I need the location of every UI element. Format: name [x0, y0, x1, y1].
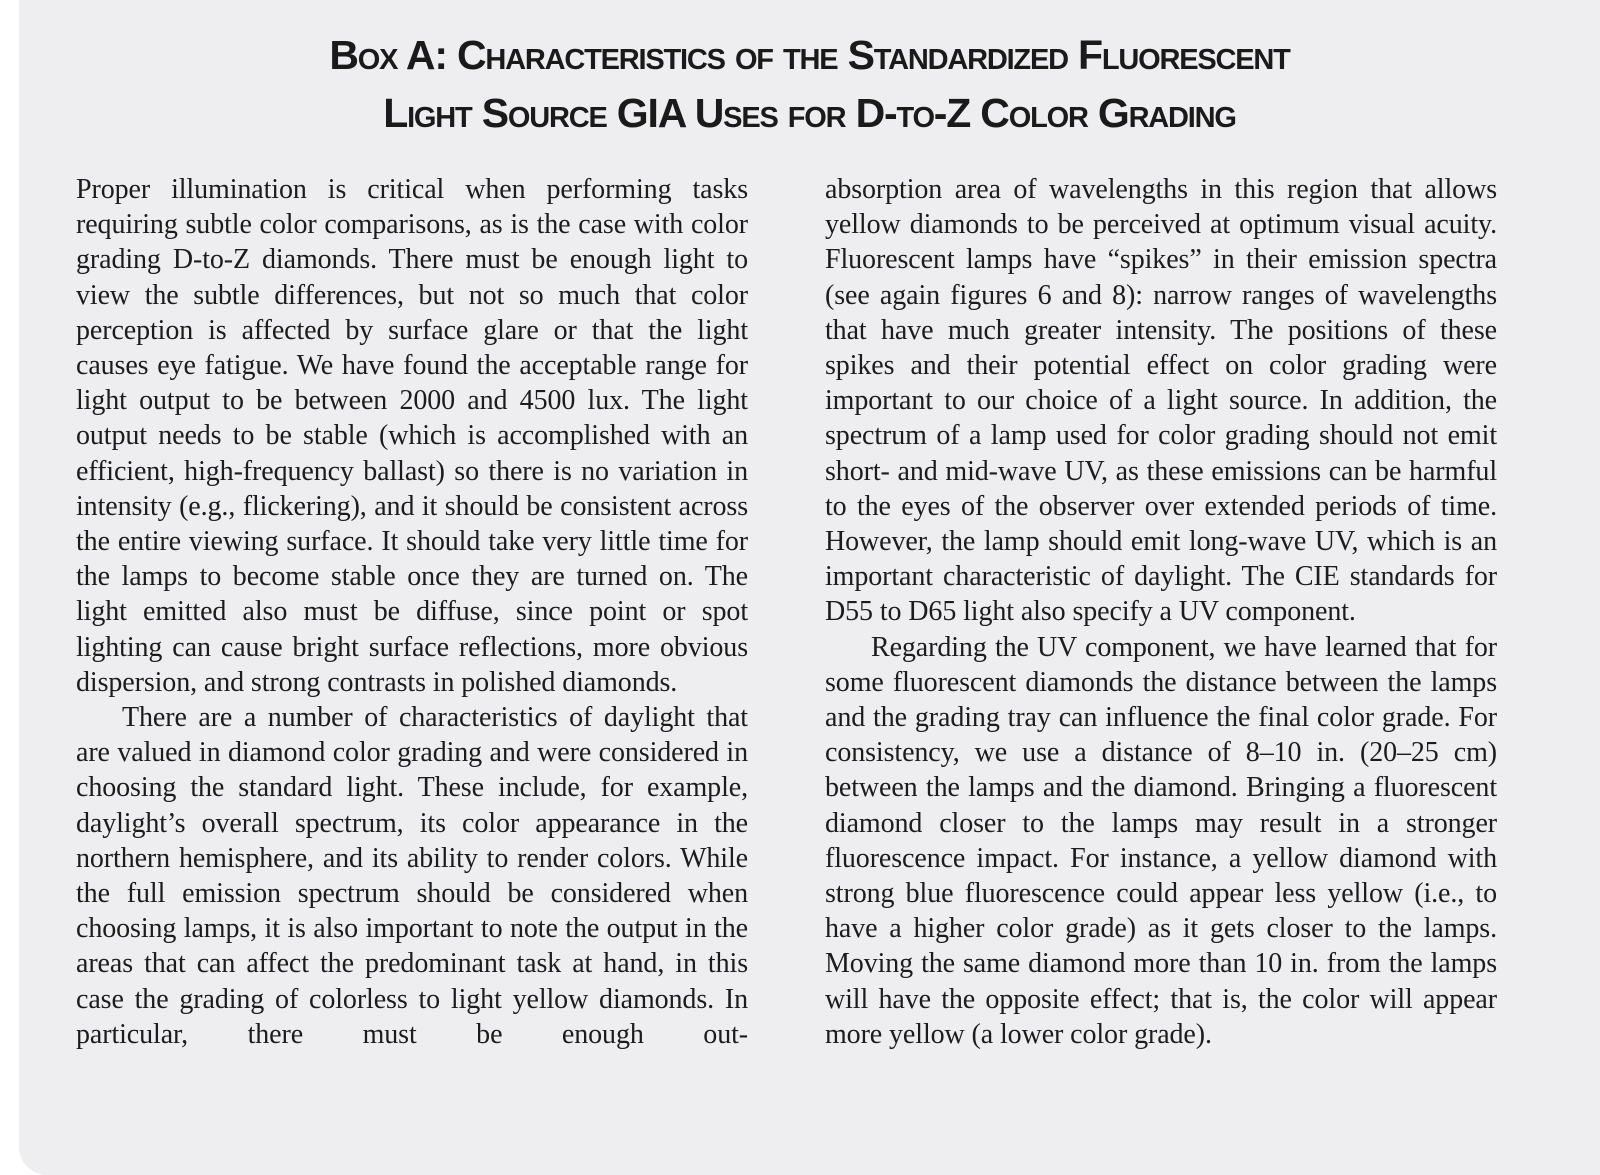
- left-paragraph-1: Proper illumination is critical when performing tasks requiring subtle color comparisons, as is the case with color grading D-to-Z diamonds. There must be enough light to view the subtle differences, but not so much that color perception is affected by surface glare or that the light causes eye fatigue. We have found the acceptable range for light output to be between 2000 and 4500 lux. The light output needs to be stable (which is accomplished with an efficient, high-frequency ballast) so there is no variation in intensity (e.g., flickering), and it should be consistent across the entire viewing surface. It should take very little time for the lamps to become stable once they are turned on. The light emitted also must be diffuse, since point or spot lighting can cause bright surface reflections, more obvious dispersion, and strong contrasts in polished diamonds.: [76, 174, 748, 698]
- right-column: [825, 172, 1497, 1052]
- box-title: [19, 26, 1600, 142]
- box-title-line-2: Light Source GIA Uses for D-to-Z Color Grading: [383, 90, 1236, 136]
- box-title-line-1: Box A: Characteristics of the Standardized Fluorescent: [329, 32, 1290, 78]
- sidebar-box: [19, 0, 1600, 1175]
- left-column: [76, 172, 748, 1052]
- left-paragraph-2: There are a number of characteristics of daylight that are valued in diamond color grading and were considered in choosing the standard light. These include, for example, daylight’s overall spectrum, its color appearance in the northern hemisphere, and its ability to render colors. While the full emission spectrum should be considered when choosing lamps, it is also important to note the output in the areas that can affect the predominant task at hand, in this case the grading of colorless to light yellow diamonds. In particular, there must be enough out-: [76, 702, 748, 1050]
- right-paragraph-1: absorption area of wavelengths in this region that allows yellow diamonds to be perceived at optimum visual acuity. Fluorescent lamps have “spikes” in their emission spectra (see again figures 6 and 8): narrow ranges of wavelengths that have much greater intensity. The positions of these spikes and their potential effect on color grading were important to our choice of a light source. In addition, the spectrum of a lamp used for color grading should not emit short- and mid-wave UV, as these emissions can be harmful to the eyes of the observer over extended periods of time. However, the lamp should emit long-wave UV, which is an important characteristic of daylight. The CIE standards for D55 to D65 light also specify a UV component.: [825, 174, 1497, 628]
- right-paragraph-2: Regarding the UV component, we have learned that for some fluorescent diamonds the distance between the lamps and the grading tray can influence the final color grade. For consistency, we use a distance of 8–10 in. (20–25 cm) between the lamps and the diamond. Bringing a fluorescent diamond closer to the lamps may result in a stronger fluorescence impact. For instance, a yellow diamond with strong blue fluorescence could appear less yellow (i.e., to have a higher color grade) as it gets closer to the lamps. Moving the same diamond more than 10 in. from the lamps will have the opposite effect; that is, the color will appear more yellow (a lower color grade).: [825, 631, 1497, 1050]
